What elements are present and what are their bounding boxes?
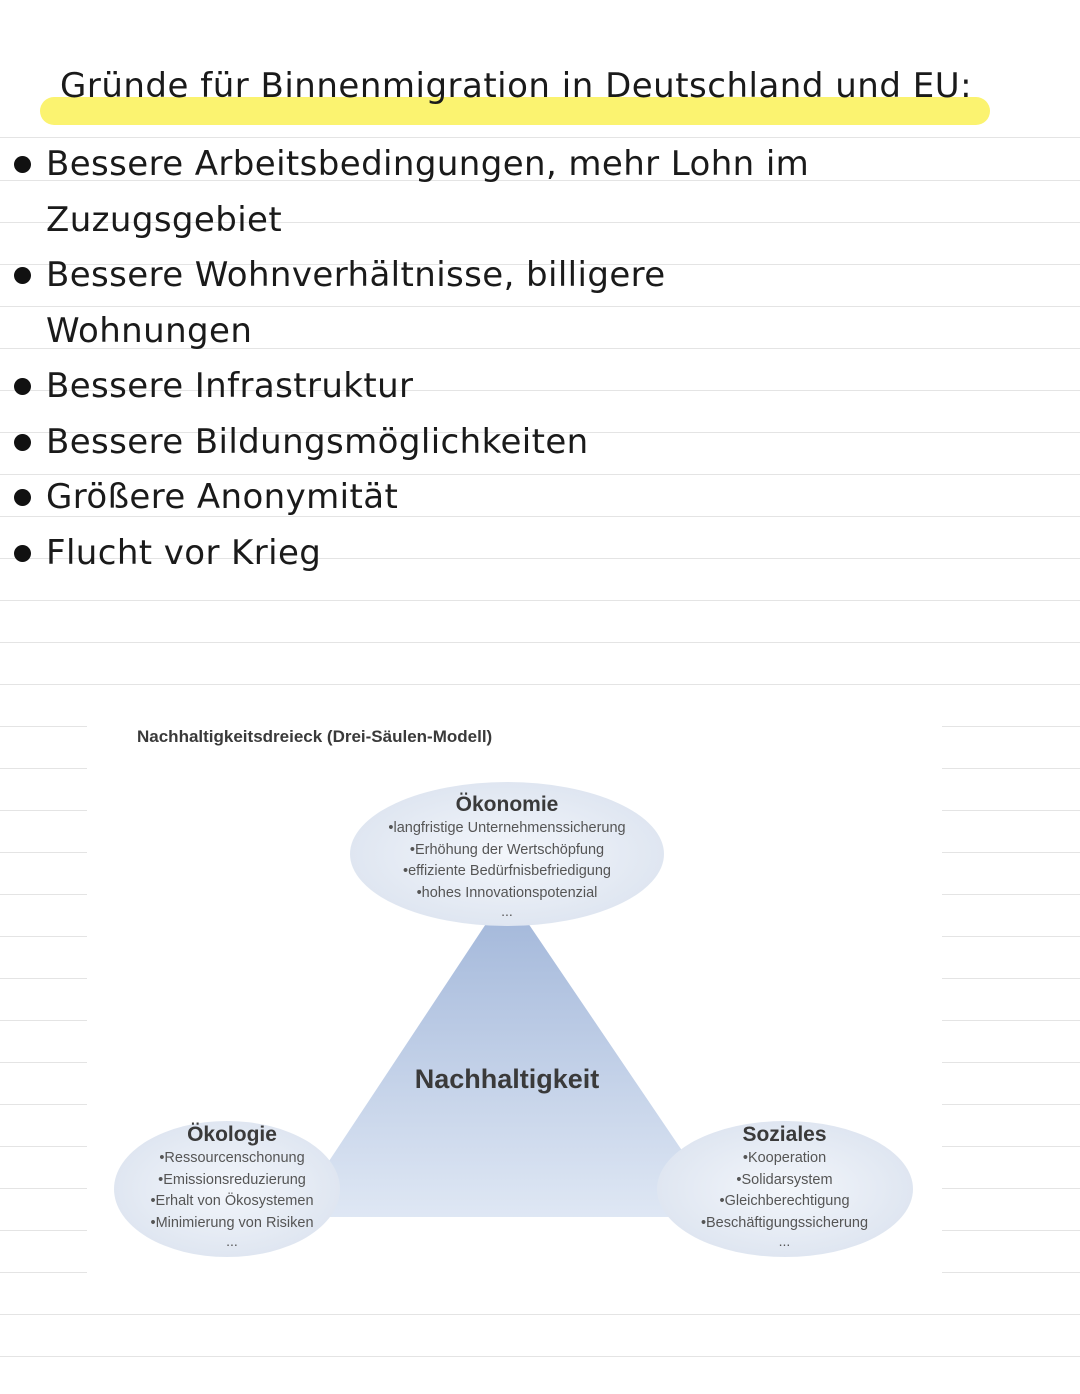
list-item <box>10 359 1070 415</box>
ruled-line <box>0 1314 1080 1315</box>
sustainability-triangle-figure <box>87 712 942 1277</box>
bullet-icon <box>14 489 31 506</box>
pillar-ecology <box>132 1122 332 1248</box>
pillar-economy-title: Ökonomie <box>455 793 559 816</box>
reasons-list <box>10 137 1070 581</box>
list-item <box>10 526 1070 582</box>
pillar-ecology-title: Ökologie <box>187 1123 277 1146</box>
list-item: • Erhalt von Ökosystemen <box>132 1191 332 1213</box>
list-item: • Kooperation <box>677 1148 892 1170</box>
pillar-economy-list <box>352 818 662 904</box>
ruled-line <box>0 600 1080 601</box>
page-title: Gründe für Binnenmigration in Deutschland und EU: <box>60 66 973 106</box>
list-item: • Gleichberechtigung <box>677 1191 892 1213</box>
ruled-line <box>0 684 1080 685</box>
reason-text: Bessere Wohnverhältnisse, billigere Wohnungen <box>46 255 666 351</box>
reason-text: Flucht vor Krieg <box>46 532 322 573</box>
center-label: Nachhaltigkeit <box>414 1064 600 1094</box>
reason-text: Größere Anonymität <box>46 477 399 517</box>
list-item: • langfristige Unternehmenssicherung <box>352 818 662 840</box>
list-item: • Ressourcenschonung <box>132 1148 332 1170</box>
ruled-line <box>0 642 1080 643</box>
list-item: • Minimierung von Risiken <box>132 1213 332 1235</box>
list-item <box>10 415 1070 471</box>
bullet-icon <box>14 545 31 562</box>
list-item <box>10 248 1070 359</box>
pillar-social-title: Soziales <box>742 1123 827 1146</box>
reason-text: Bessere Infrastruktur <box>46 366 414 406</box>
bullet-icon <box>14 267 31 284</box>
list-item: • Emissionsreduzierung <box>132 1170 332 1192</box>
list-item <box>10 137 1070 248</box>
list-item: • Beschäftigungssicherung <box>677 1213 892 1235</box>
more-indicator: ... <box>501 903 513 919</box>
list-item: • Solidarsystem <box>677 1170 892 1192</box>
bullet-icon <box>14 378 31 395</box>
list-item: • effiziente Bedürfnisbefriedigung <box>352 861 662 883</box>
ruled-line <box>0 1356 1080 1357</box>
reason-text: Bessere Arbeitsbedingungen, mehr Lohn im Zuzugsgebiet <box>46 144 810 240</box>
more-indicator: ... <box>778 1233 791 1249</box>
reason-text: Bessere Bildungsmöglichkeiten <box>46 421 589 462</box>
pillar-economy <box>352 792 662 918</box>
bullet-icon <box>14 434 31 451</box>
more-indicator: ... <box>226 1233 238 1249</box>
list-item: • Erhöhung der Wertschöpfung <box>352 840 662 862</box>
pillar-social <box>677 1122 892 1248</box>
bullet-icon <box>14 156 31 173</box>
figure-title: Nachhaltigkeitsdreieck (Drei-Säulen-Modell) <box>137 727 493 746</box>
list-item <box>10 470 1070 526</box>
pillar-social-list <box>677 1148 892 1234</box>
triangle-shape <box>292 892 727 1217</box>
list-item: • hohes Innovationspotenzial <box>352 883 662 905</box>
pillar-ecology-list <box>132 1148 332 1234</box>
